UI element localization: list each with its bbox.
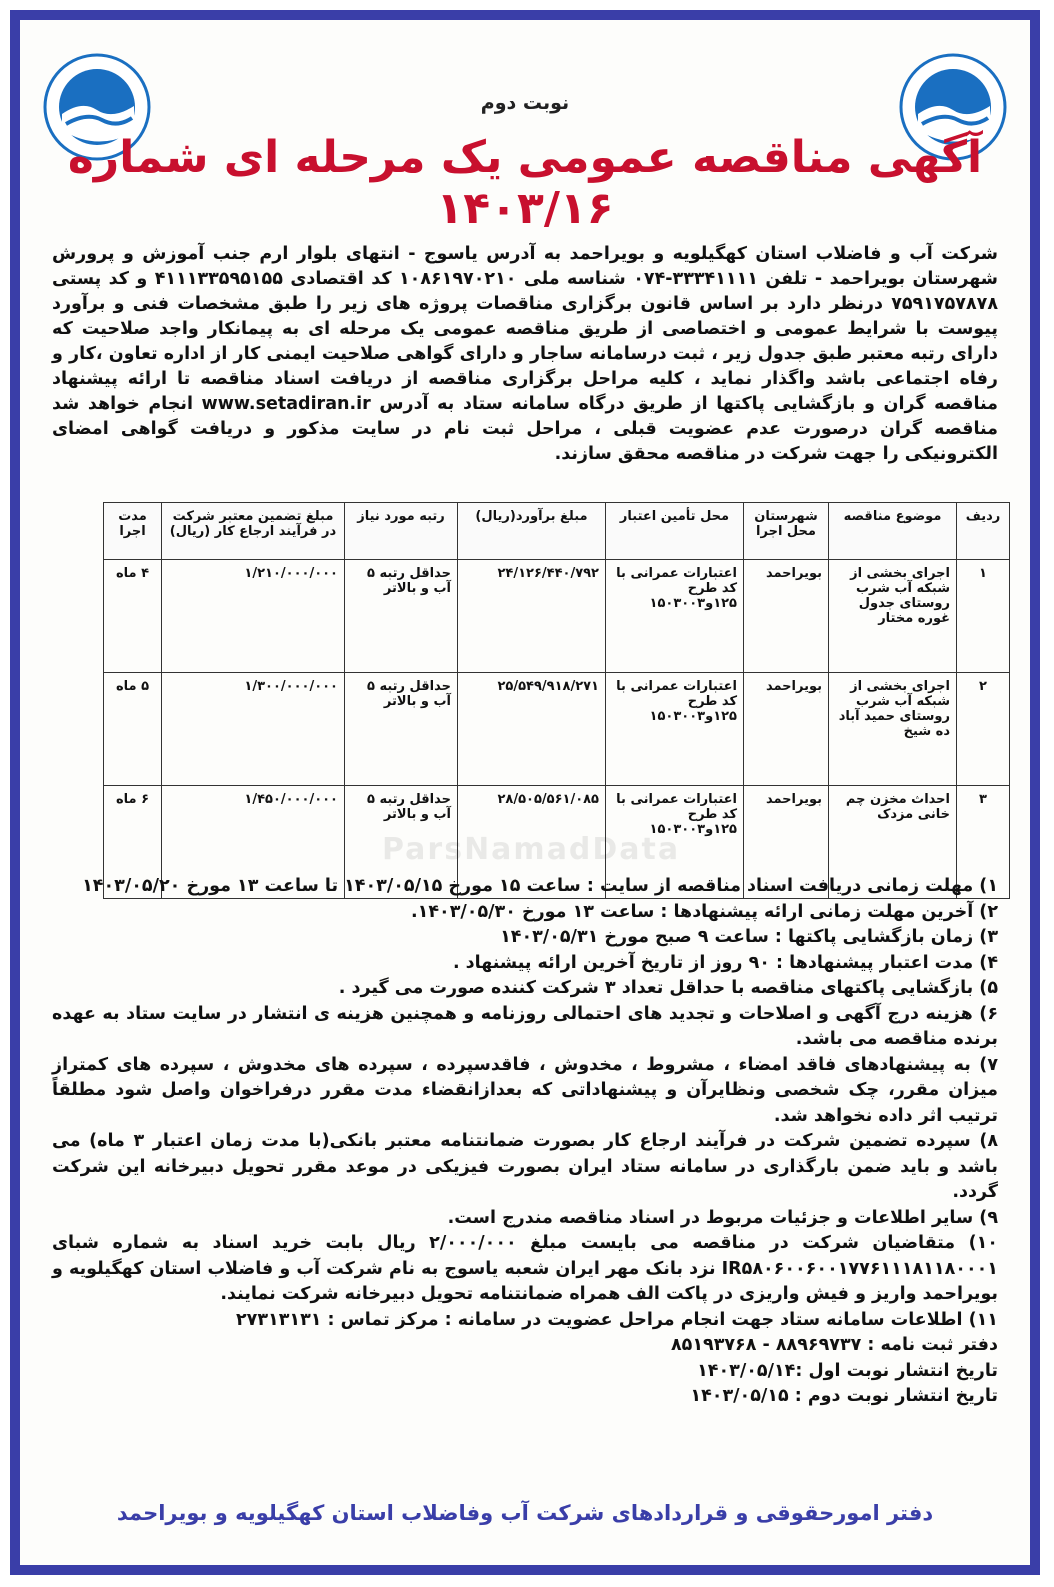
condition-item: ۶) هزینه درج آگهی و اصلاحات و تجدید های احتمالی روزنامه و همچنین هزینه ی انتشار در سایت ستاد به عهده برنده مناقصه می باشد. bbox=[52, 1003, 998, 1049]
first-publication-date: تاریخ انتشار نوبت اول :۱۴۰۳/۰۵/۱۴ bbox=[697, 1360, 998, 1381]
cell-estimate: ۲۴/۱۲۶/۴۴۰/۷۹۲ bbox=[458, 560, 606, 673]
condition-item: ۱۰) متقاضیان شرکت در مناقصه می بایست مبلغ ۲/۰۰۰/۰۰۰ ریال بابت خرید اسناد به شماره شبای IR۵۸۰۶۰۰۶۰۰۱۷۷۶۱۱۱۸۱۱۸۰۰۰۱ نزد بانک مهر ایران شعبه یاسوج به نام شرکت آب و فاضلاب استان کهگیلویه و بویراحمد واریز و فیش واریزی در پاکت الف همراه ضمانتنامه تحویل دبیرخانه شرکت نمایند. bbox=[52, 1233, 998, 1304]
watermark: ParsNamadData bbox=[382, 832, 681, 867]
condition-item: ۷) به پیشنهادهای فاقد امضاء ، مشروط ، مخدوش ، فاقدسپرده ، سپرده های مخدوش ، سپرده های کمتراز میزان مقرر، چک شخصی ونظایرآن و پیشنهاداتی که بعدازانقضاء مدت مقرر درفراخوان واصل شود مطلقاً ترتیب اثر داده نخواهد شد. bbox=[52, 1054, 998, 1126]
header-rank: رتبه مورد نیاز bbox=[345, 503, 458, 560]
cell-city: بویراحمد bbox=[744, 673, 829, 786]
header-estimate: مبلغ برآورد(ریال) bbox=[458, 503, 606, 560]
cell-estimate: ۲۸/۵۰۵/۵۶۱/۰۸۵ bbox=[458, 786, 606, 899]
conditions-list bbox=[52, 874, 998, 1410]
cell-duration: ۴ ماه bbox=[104, 560, 162, 673]
cell-funding: اعتبارات عمرانی با کد طرح ۱۲۵و۱۵۰۳۰۰۳ bbox=[606, 673, 744, 786]
cell-funding: اعتبارات عمرانی با کد طرح ۱۲۵و۱۵۰۳۰۰۳ bbox=[606, 560, 744, 673]
cell-rank: حداقل رتبه ۵ آب و بالاتر bbox=[345, 673, 458, 786]
contact-office-numbers: دفتر ثبت نامه : ۸۸۹۶۹۷۳۷ - ۸۵۱۹۳۷۶۸ bbox=[670, 1335, 998, 1355]
header-city: شهرستان محل اجرا bbox=[744, 503, 829, 560]
header-guarantee: مبلغ تضمین معتبر شرکت در فرآیند ارجاع کار (ریال) bbox=[162, 503, 345, 560]
cell-row-number: ۱ bbox=[957, 560, 1010, 673]
cell-duration: ۶ ماه bbox=[104, 786, 162, 899]
cell-subject: احداث مخزن چم خانی مزدک bbox=[829, 786, 957, 899]
page-title: آگهی مناقصه عمومی یک مرحله ای شماره ۱۴۰۳/۱۶ bbox=[67, 132, 983, 234]
table-row bbox=[104, 673, 1010, 786]
cell-guarantee: ۱/۲۱۰/۰۰۰/۰۰۰ bbox=[162, 560, 345, 673]
cell-funding: اعتبارات عمرانی با کد طرح ۱۲۵و۱۵۰۳۰۰۳ bbox=[606, 786, 744, 899]
header-funding: محل تأمین اعتبار bbox=[606, 503, 744, 560]
table-header-row bbox=[104, 503, 1010, 560]
table-row bbox=[104, 560, 1010, 673]
publication-round: نوبت دوم bbox=[480, 92, 570, 114]
cell-guarantee: ۱/۳۰۰/۰۰۰/۰۰۰ bbox=[162, 673, 345, 786]
header-duration: مدت اجرا bbox=[104, 503, 162, 560]
cell-row-number: ۳ bbox=[957, 786, 1010, 899]
header-row-number: ردیف bbox=[957, 503, 1010, 560]
condition-item: ۱) مهلت زمانی دریافت اسناد مناقصه از سایت : ساعت ۱۵ مورخ ۱۴۰۳/۰۵/۱۵ تا ساعت ۱۳ مورخ ۱۴۰۳/۰۵/۲۰ bbox=[82, 876, 998, 896]
condition-item: ۵) بازگشایی پاکتهای مناقصه با حداقل تعداد ۳ شرکت کننده صورت می گیرد . bbox=[338, 978, 998, 998]
second-publication-date: تاریخ انتشار نوبت دوم : ۱۴۰۳/۰۵/۱۵ bbox=[690, 1386, 998, 1406]
ad-frame bbox=[10, 10, 1040, 1575]
cell-rank: حداقل رتبه ۵ آب و بالاتر bbox=[345, 786, 458, 899]
cell-subject: اجرای بخشی از شبکه آب شرب روستای حمید آباد ده شیخ bbox=[829, 673, 957, 786]
cell-city: بویراحمد bbox=[744, 560, 829, 673]
condition-item: ۳) زمان بازگشایی پاکتها : ساعت ۹ صبح مورخ ۱۴۰۳/۰۵/۳۱ bbox=[500, 927, 998, 947]
cell-row-number: ۲ bbox=[957, 673, 1010, 786]
cell-guarantee: ۱/۴۵۰/۰۰۰/۰۰۰ bbox=[162, 786, 345, 899]
header-subject: موضوع مناقصه bbox=[829, 503, 957, 560]
ad-content bbox=[32, 32, 1018, 1553]
condition-item: ۴) مدت اعتبار پیشنهادها : ۹۰ روز از تاریخ آخرین ارائه پیشنهاد . bbox=[452, 952, 998, 973]
intro-paragraph: شرکت آب و فاضلاب استان کهگیلویه و بویراحمد به آدرس یاسوج - انتهای بلوار ارم جنب آموزش و پرورش شهرستان بویراحمد - تلفن ۳۳۳۴۱۱۱۱-۰۷۴ شناسه ملی ۱۰۸۶۱۹۷۰۲۱۰ کد اقتصادی ۴۱۱۱۳۳۵۹۵۱۵۵ و کد پستی ۷۵۹۱۷۵۷۸۷۸ درنظر دارد بر اساس قانون برگزاری مناقصات پروژه های زیر را طبق مشخصات فنی و برآورد پیوست با شرایط عمومی و اختصاصی از طریق مناقصه عمومی یک مرحله ای به پیمانکار واجد صلاحیت که دارای رتبه معتبر طبق جدول زیر ، ثبت درسامانه ساجار و دارای گواهی صلاحیت ایمنی کار از اداره تعاون ،کار و رفاه اجتماعی باشد واگذار نماید ، کلیه مراحل برگزاری مناقصه از دریافت اسناد مناقصه تا ارائه پیشنهاد مناقصه گران و بازگشایی پاکتها از طریق درگاه سامانه ستاد به آدرس www.setadiran.ir انجام خواهد شد مناقصه گران درصورت عدم عضویت قبلی ، مراحل ثبت نام در سایت مذکور و دریافت گواهی امضای الکترونیکی را جهت شرکت در مناقصه محقق سازند. bbox=[52, 244, 999, 464]
condition-item: ۱۱) اطلاعات سامانه ستاد جهت انجام مراحل عضویت در سامانه : مرکز تماس : ۲۷۳۱۳۱۳۱ bbox=[236, 1309, 998, 1330]
cell-subject: اجرای بخشی از شبکه آب شرب روستای جدول غوره مختار bbox=[829, 560, 957, 673]
issuer-footer: دفتر امورحقوقی و قراردادهای شرکت آب وفاضلاب استان کهگیلویه و بویراحمد bbox=[116, 1501, 934, 1525]
cell-duration: ۵ ماه bbox=[104, 673, 162, 786]
condition-item: ۲) آخرین مهلت زمانی ارائه پیشنهادها : ساعت ۱۳ مورخ ۱۴۰۳/۰۵/۳۰. bbox=[411, 901, 998, 922]
condition-item: ۸) سپرده تضمین شرکت در فرآیند ارجاع کار بصورت ضمانتنامه معتبر بانکی(با مدت زمان اعتبار ۳ ماه) می باشد و باید ضمن بارگذاری در سامانه ستاد ایران بصورت فیزیکی در موعد مقرر تحویل دبیرخانه این شرکت گردد. bbox=[52, 1131, 999, 1202]
cell-city: بویراحمد bbox=[744, 786, 829, 899]
cell-rank: حداقل رتبه ۵ آب و بالاتر bbox=[345, 560, 458, 673]
condition-item: ۹) سایر اطلاعات و جزئیات مربوط در اسناد مناقصه مندرج است. bbox=[447, 1207, 998, 1228]
cell-estimate: ۲۵/۵۴۹/۹۱۸/۲۷۱ bbox=[458, 673, 606, 786]
